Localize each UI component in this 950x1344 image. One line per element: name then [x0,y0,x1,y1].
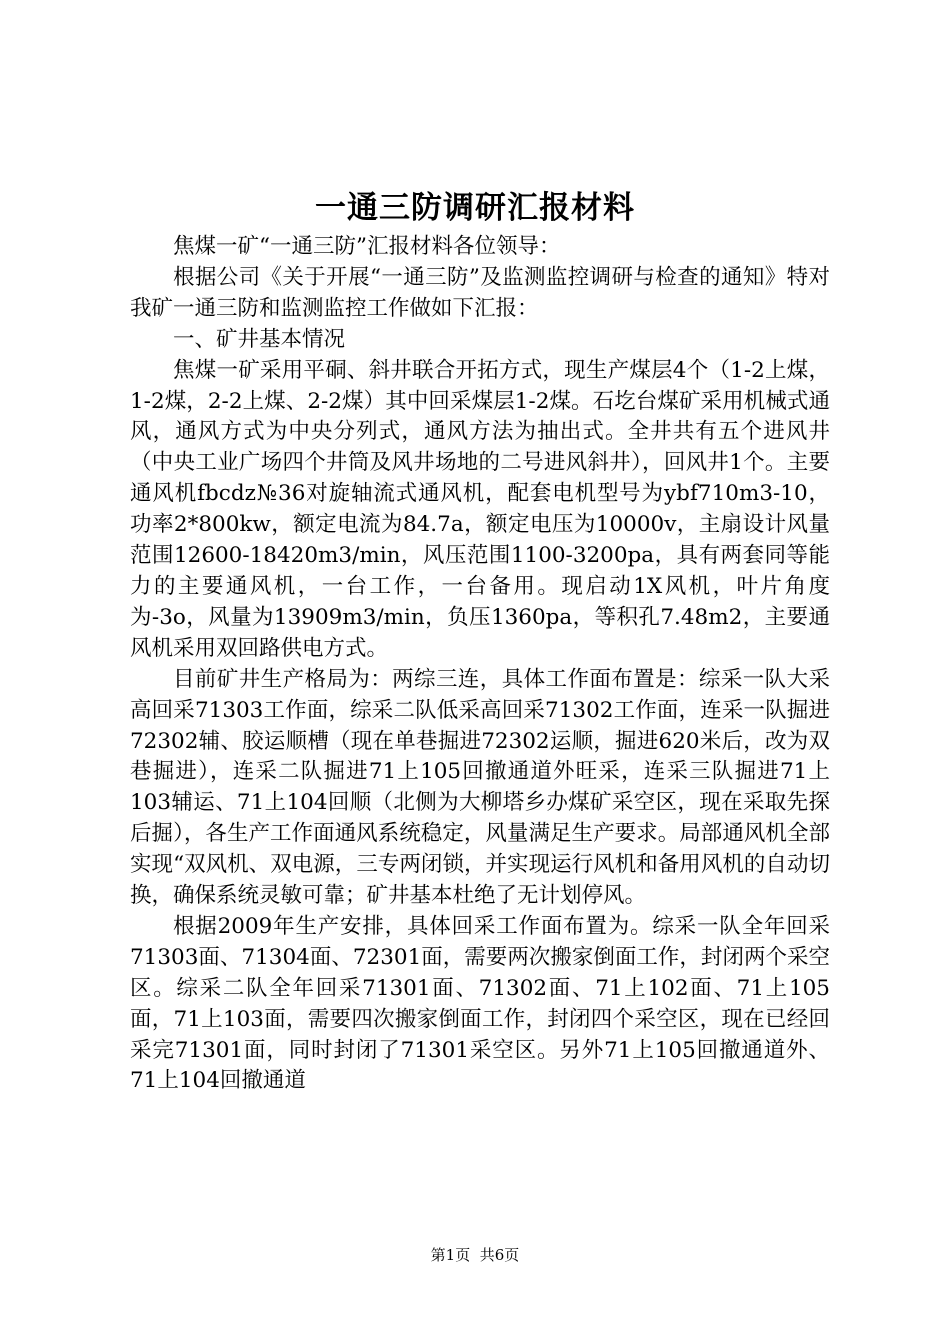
section-heading: 一、矿井基本情况 [173,326,346,352]
page-footer [0,1244,950,1266]
paragraph-greeting: 焦煤一矿“一通三防”汇报材料各位领导： [173,234,561,259]
page-total: 共6页 [479,1246,520,1264]
paragraph-production-layout: 目前矿井生产格局为：两综三连，具体工作面布置是：综采一队大采高回采71303工作面，综采二队低采高回采71302工作面，连采一队掘进72302辅、胶运顺槽（现在单巷掘进72302运顺，掘进620米后，改为双巷掘进），连采二队掘进71上105回撤通道外旺采，连采三队掘进71上103辅运、71上104回顺（北侧为大柳塔乡办煤矿采空区，现在采取先探后掘），各生产工作面通风系统稳定，风量满足生产要求。局部通风机全部实现“双风机、双电源，三专两闭锁，并实现运行风机和备用风机的自动切换，确保系统灵敏可靠；矿井基本杜绝了无计划停风。 [130,666,830,909]
page-number: 第1页 [430,1246,471,1264]
document-body [130,232,830,1097]
document-title: 一通三防调研汇报材料 [315,190,635,226]
paragraph-intro: 根据公司《关于开展“一通三防”及监测监控调研与检查的通知》特对我矿一通三防和监测监控工作做如下汇报： [130,264,830,321]
paragraph-mine-overview: 焦煤一矿采用平硐、斜井联合开拓方式，现生产煤层4个（1-2上煤，1-2煤，2-2上煤、2-2煤）其中回采煤层1-2煤。石圪台煤矿采用机械式通风，通风方式为中央分列式，通风方法为抽出式。全井共有五个进风井（中央工业广场四个井筒及风井场地的二号进风斜井），回风井1个。主要通风机fbcdz№36对旋轴流式通风机，配套电机型号为ybf710m3-10，功率2*800kw，额定电流为84.7a，额定电压为10000v，主扇设计风量范围12600-18420m3/min，风压范围1100-3200pa，具有两套同等能力的主要通风机，一台工作，一台备用。现启动1X风机，叶片角度为-3o，风量为13909m3/min，负压1360pa，等积孔7.48m2，主要通风机采用双回路供电方式。 [130,357,830,661]
paragraph-2009-plan: 根据2009年生产安排，具体回采工作面布置为。综采一队全年回采71303面、71304面、72301面，需要两次搬家倒面工作，封闭两个采空区。综采二队全年回采71301面、71302面、71上102面、71上105面，71上103面，需要四次搬家倒面工作，封闭四个采空区，现在已经回采完71301面，同时封闭了71301采空区。另外71上105回撤通道外、71上104回撤通道 [130,913,830,1094]
